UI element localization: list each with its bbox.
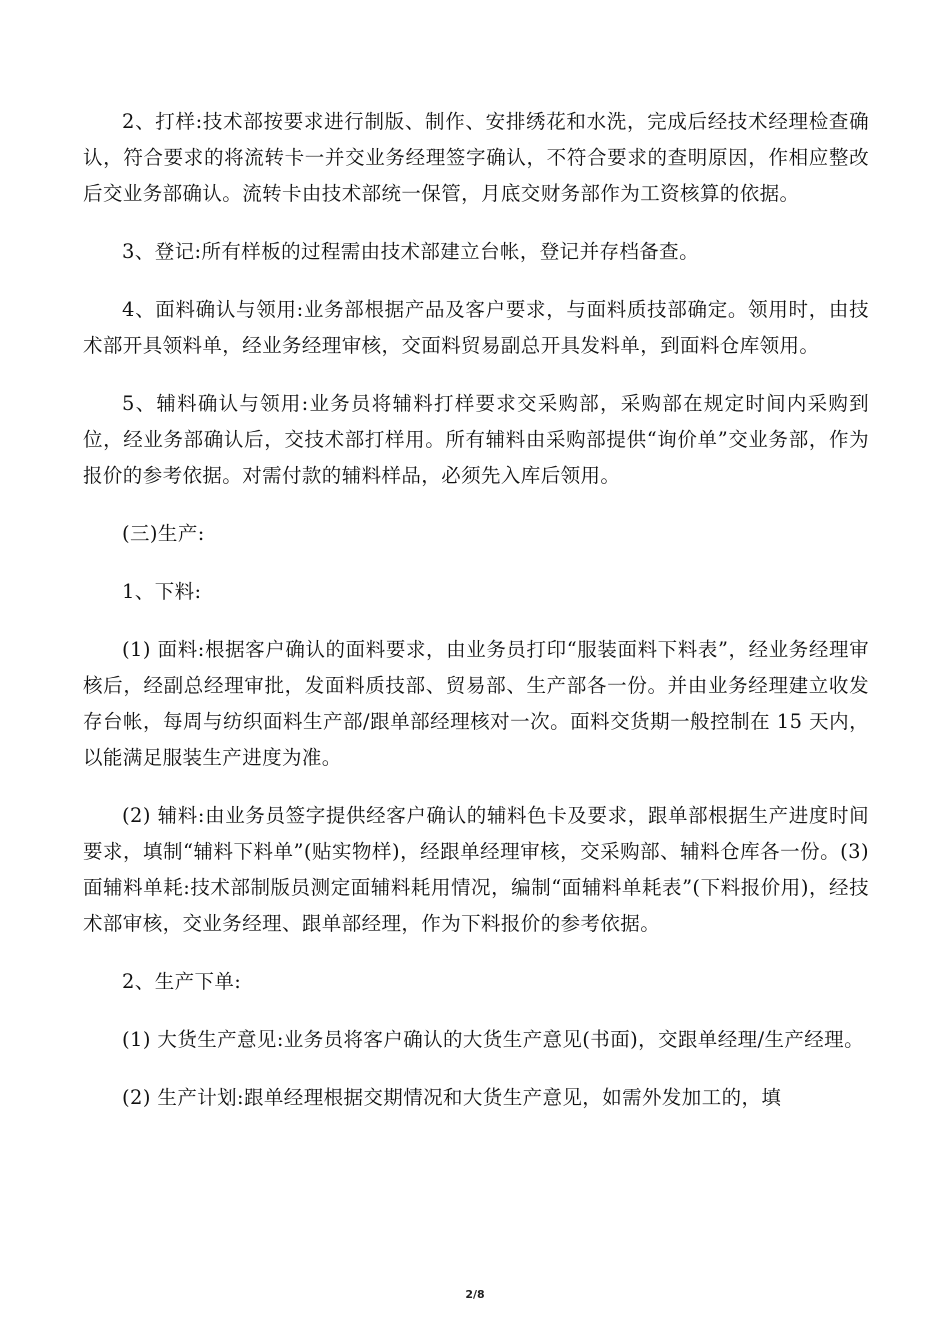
paragraph-accessory-cutting: (2) 辅料:由业务员签字提供经客户确认的辅料色卡及要求，跟单部根据生产进度时间要求，填制“辅料下料单”(贴实物样)，经跟单经理审核，交采购部、辅料仓库各一份。(3)面辅料单耗:技术部制版员测定面辅料耗用情况，编制“面辅料单耗表”(下料报价用)，经技术部审核，交业务经理、跟单部经理，作为下料报价的参考依据。 bbox=[83, 804, 869, 935]
paragraph-registration: 3、登记:所有样板的过程需由技术部建立台帐，登记并存档备查。 bbox=[122, 240, 699, 263]
subheading-cutting: 1、下料: bbox=[122, 580, 202, 603]
paragraph-bulk-production-opinion: (1) 大货生产意见:业务员将客户确认的大货生产意见(书面)，交跟单经理/生产经理。 bbox=[122, 1028, 864, 1051]
paragraph-fabric-cutting: (1) 面料:根据客户确认的面料要求，由业务员打印“服装面料下料表”，经业务经理审核后，经副总经理审批，发面料质技部、贸易部、生产部各一份。并由业务经理建立收发存台帐，每周与纺织面料生产部/跟单部经理核对一次。面料交货期一般控制在 15 天内，以能满足服装生产进度为准。 bbox=[83, 638, 869, 769]
subheading-production-order: 2、生产下单: bbox=[122, 970, 242, 993]
section-heading-production: (三)生产: bbox=[122, 522, 205, 545]
page-number: 2/8 bbox=[465, 1288, 485, 1301]
paragraph-fabric-confirmation: 4、面料确认与领用:业务部根据产品及客户要求，与面料质技部确定。领用时，由技术部开具领料单，经业务经理审核，交面料贸易副总开具发料单，到面料仓库领用。 bbox=[83, 298, 869, 357]
paragraph-production-plan: (2) 生产计划:跟单经理根据交期情况和大货生产意见，如需外发加工的，填 bbox=[122, 1086, 782, 1109]
paragraph-proofing: 2、打样:技术部按要求进行制版、制作、安排绣花和水洗，完成后经技术经理检查确认，符合要求的将流转卡一并交业务经理签字确认，不符合要求的查明原因，作相应整改后交业务部确认。流转卡由技术部统一保管，月底交财务部作为工资核算的依据。 bbox=[83, 110, 869, 205]
document-body bbox=[83, 104, 869, 1138]
paragraph-accessory-confirmation: 5、辅料确认与领用:业务员将辅料打样要求交采购部，采购部在规定时间内采购到位，经业务部确认后，交技术部打样用。所有辅料由采购部提供“询价单”交业务部，作为报价的参考依据。对需付款的辅料样品，必须先入库后领用。 bbox=[83, 392, 869, 487]
